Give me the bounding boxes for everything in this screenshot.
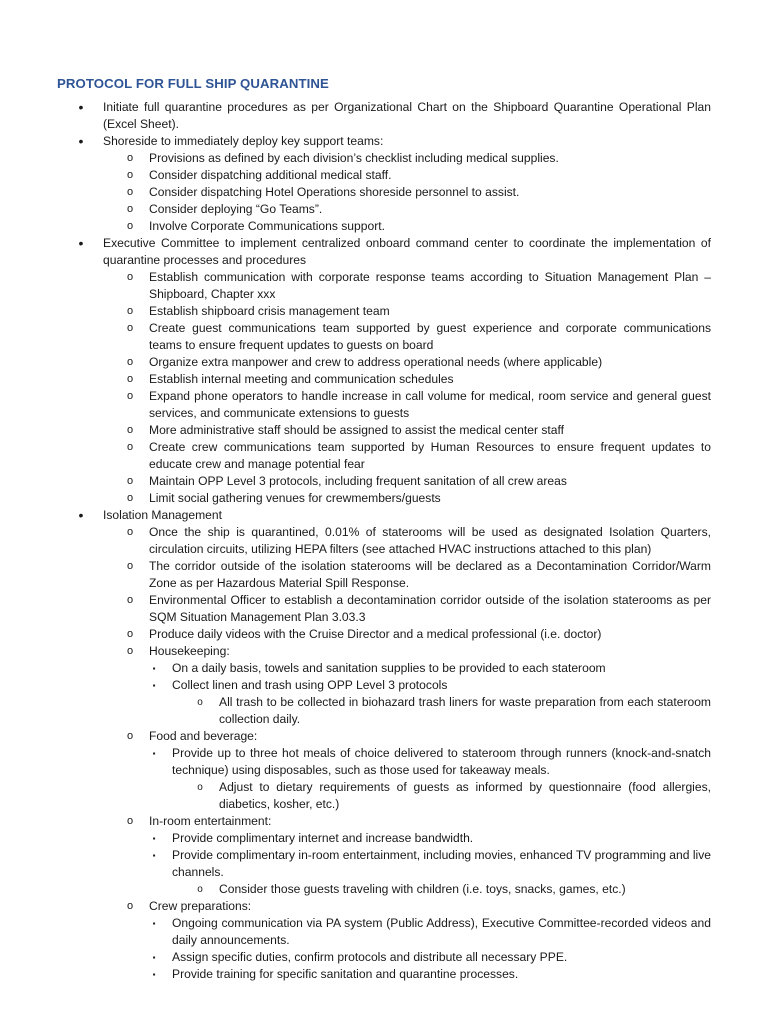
list-item-text: Provide complimentary in-room entertainment, including movies, enhanced TV programming and live channels. bbox=[172, 848, 711, 879]
list-item-text: Produce daily videos with the Cruise Director and a medical professional (i.e. doctor) bbox=[149, 627, 602, 641]
list-item-level-1 bbox=[78, 507, 711, 524]
bullet-marker: o bbox=[197, 697, 203, 708]
bullet-marker: ▪ bbox=[152, 851, 156, 860]
bullet-marker: ▪ bbox=[152, 919, 156, 928]
bullet-marker: o bbox=[126, 594, 134, 606]
list-item-text: Initiate full quarantine procedures as per Organizational Chart on the Shipboard Quarantine Operational Plan (Excel Sheet). bbox=[103, 100, 711, 131]
bullet-marker: o bbox=[126, 390, 134, 402]
list-item-level-2 bbox=[126, 388, 711, 422]
bullet-marker: o bbox=[126, 356, 134, 368]
list-item-level-2 bbox=[126, 167, 711, 184]
bullet-marker: • bbox=[78, 99, 84, 115]
bullet-marker: o bbox=[126, 900, 134, 912]
bullet-marker: o bbox=[126, 560, 134, 572]
bullet-marker: o bbox=[126, 492, 134, 504]
list-item-text: Create crew communications team supported by Human Resources to ensure frequent updates to educate crew and manage potential fear bbox=[149, 440, 711, 471]
list-item-text: Adjust to dietary requirements of guests as informed by questionnaire (food allergies, diabetics, kosher, etc.) bbox=[219, 780, 711, 811]
list-item-text: Establish shipboard crisis management team bbox=[149, 304, 390, 318]
bullet-marker: o bbox=[126, 169, 134, 181]
list-item-text: Provisions as defined by each division’s checklist including medical supplies. bbox=[149, 151, 559, 165]
list-item-text: Food and beverage: bbox=[149, 729, 258, 743]
list-item-text: In-room entertainment: bbox=[149, 814, 272, 828]
list-item-text: Provide up to three hot meals of choice delivered to stateroom through runners (knock-and-snatch technique) using disposables, such as those used for takeaway meals. bbox=[172, 746, 711, 777]
bullet-marker: • bbox=[78, 507, 84, 523]
list-item-level-1 bbox=[78, 133, 711, 150]
list-item-level-2 bbox=[126, 592, 711, 626]
bullet-marker: ▪ bbox=[152, 970, 156, 979]
list-item-text: Consider dispatching Hotel Operations shoreside personnel to assist. bbox=[149, 185, 520, 199]
list-item-level-1 bbox=[78, 235, 711, 269]
list-item-text: Isolation Management bbox=[103, 508, 222, 522]
bullet-marker: ▪ bbox=[152, 749, 156, 758]
document-title: PROTOCOL FOR FULL SHIP QUARANTINE bbox=[57, 76, 329, 91]
list-item-level-3 bbox=[152, 660, 711, 677]
list-item-text: Once the ship is quarantined, 0.01% of staterooms will be used as designated Isolation Quarters, circulation circuits, utilizing HEPA filters (see attached HVAC instructions attached to this plan) bbox=[149, 525, 711, 556]
list-item-level-3 bbox=[152, 949, 711, 966]
list-item-text: Consider dispatching additional medical staff. bbox=[149, 168, 392, 182]
bullet-marker: o bbox=[126, 730, 134, 742]
bullet-marker: o bbox=[126, 475, 134, 487]
list-item-level-3 bbox=[152, 677, 711, 694]
list-item-text: On a daily basis, towels and sanitation supplies to be provided to each stateroom bbox=[172, 661, 606, 675]
bullet-marker: • bbox=[78, 235, 84, 251]
list-item-level-2 bbox=[126, 218, 711, 235]
list-item-text: The corridor outside of the isolation staterooms will be declared as a Decontamination Corridor/Warm Zone as per Hazardous Material Spill Response. bbox=[149, 559, 711, 590]
list-item-level-2 bbox=[126, 320, 711, 354]
list-item-level-2 bbox=[126, 524, 711, 558]
list-item-text: Environmental Officer to establish a decontamination corridor outside of the isolation staterooms as per SQM Situation Management Plan 3.03.3 bbox=[149, 593, 711, 624]
list-item-text: Limit social gathering venues for crewmembers/guests bbox=[149, 491, 441, 505]
list-item-text: Establish internal meeting and communication schedules bbox=[149, 372, 454, 386]
list-item-level-2 bbox=[126, 150, 711, 167]
bullet-marker: o bbox=[197, 782, 203, 793]
list-item-level-2 bbox=[126, 490, 711, 507]
list-item-level-2 bbox=[126, 439, 711, 473]
list-item-level-2 bbox=[126, 201, 711, 218]
bullet-marker: o bbox=[126, 815, 134, 827]
list-item-level-2 bbox=[126, 354, 711, 371]
list-item-level-3 bbox=[152, 847, 711, 881]
list-item-level-3 bbox=[152, 745, 711, 779]
list-item-text: All trash to be collected in biohazard trash liners for waste preparation from each stateroom collection daily. bbox=[219, 695, 711, 726]
list-item-level-2 bbox=[126, 558, 711, 592]
list-item-text: Consider deploying “Go Teams”. bbox=[149, 202, 323, 216]
list-item-level-2 bbox=[126, 184, 711, 201]
list-item-level-4 bbox=[197, 881, 711, 898]
list-item-text: Ongoing communication via PA system (Public Address), Executive Committee-recorded videos and daily announcements. bbox=[172, 916, 711, 947]
bullet-marker: o bbox=[126, 220, 134, 232]
bullet-marker: o bbox=[126, 373, 134, 385]
list-item-level-3 bbox=[152, 966, 711, 983]
list-item-level-2 bbox=[126, 898, 711, 915]
list-item-text: Organize extra manpower and crew to address operational needs (where applicable) bbox=[149, 355, 603, 369]
list-item-text: Collect linen and trash using OPP Level 3 protocols bbox=[172, 678, 448, 692]
list-item-level-2 bbox=[126, 422, 711, 439]
list-item-text: Crew preparations: bbox=[149, 899, 252, 913]
bullet-marker: o bbox=[126, 628, 134, 640]
bullet-marker: o bbox=[126, 152, 134, 164]
list-item-level-2 bbox=[126, 643, 711, 660]
list-item-text: More administrative staff should be assigned to assist the medical center staff bbox=[149, 423, 564, 437]
list-item-text: Consider those guests traveling with children (i.e. toys, snacks, games, etc.) bbox=[219, 882, 626, 896]
list-item-level-2 bbox=[126, 371, 711, 388]
bullet-marker: o bbox=[126, 271, 134, 283]
bullet-marker: o bbox=[126, 441, 134, 453]
list-item-level-4 bbox=[197, 779, 711, 813]
list-item-text: Create guest communications team supported by guest experience and corporate communications teams to ensure frequent updates to guests on board bbox=[149, 321, 711, 352]
list-item-text: Executive Committee to implement centralized onboard command center to coordinate the implementation of quarantine processes and procedures bbox=[103, 236, 711, 267]
list-item-text: Provide training for specific sanitation and quarantine processes. bbox=[172, 967, 519, 981]
bullet-marker: ▪ bbox=[152, 953, 156, 962]
bullet-marker: o bbox=[197, 884, 203, 895]
list-item-level-2 bbox=[126, 473, 711, 490]
list-item-level-1 bbox=[78, 99, 711, 133]
bullet-marker: o bbox=[126, 186, 134, 198]
list-item-level-4 bbox=[197, 694, 711, 728]
bullet-marker: o bbox=[126, 645, 134, 657]
bullet-marker: o bbox=[126, 322, 134, 334]
bullet-marker: ▪ bbox=[152, 834, 156, 843]
bullet-marker: o bbox=[126, 305, 134, 317]
list-item-text: Housekeeping: bbox=[149, 644, 230, 658]
list-item-text: Assign specific duties, confirm protocols and distribute all necessary PPE. bbox=[172, 950, 568, 964]
list-item-level-2 bbox=[126, 813, 711, 830]
list-item-text: Involve Corporate Communications support. bbox=[149, 219, 385, 233]
list-item-level-2 bbox=[126, 303, 711, 320]
bullet-marker: o bbox=[126, 424, 134, 436]
list-item-text: Shoreside to immediately deploy key support teams: bbox=[103, 134, 384, 148]
list-item-text: Provide complimentary internet and increase bandwidth. bbox=[172, 831, 474, 845]
list-item-text: Establish communication with corporate response teams according to Situation Management Plan – Shipboard, Chapter xxx bbox=[149, 270, 711, 301]
list-item-level-2 bbox=[126, 728, 711, 745]
bullet-marker: o bbox=[126, 203, 134, 215]
bullet-marker: o bbox=[126, 526, 134, 538]
list-item-level-3 bbox=[152, 915, 711, 949]
protocol-list bbox=[0, 99, 768, 983]
list-item-level-2 bbox=[126, 269, 711, 303]
bullet-marker: ▪ bbox=[152, 681, 156, 690]
bullet-marker: • bbox=[78, 133, 84, 149]
bullet-marker: ▪ bbox=[152, 664, 156, 673]
list-item-text: Maintain OPP Level 3 protocols, including frequent sanitation of all crew areas bbox=[149, 474, 567, 488]
list-item-text: Expand phone operators to handle increase in call volume for medical, room service and general guest services, and communicate extensions to guests bbox=[149, 389, 711, 420]
list-item-level-3 bbox=[152, 830, 711, 847]
list-item-level-2 bbox=[126, 626, 711, 643]
